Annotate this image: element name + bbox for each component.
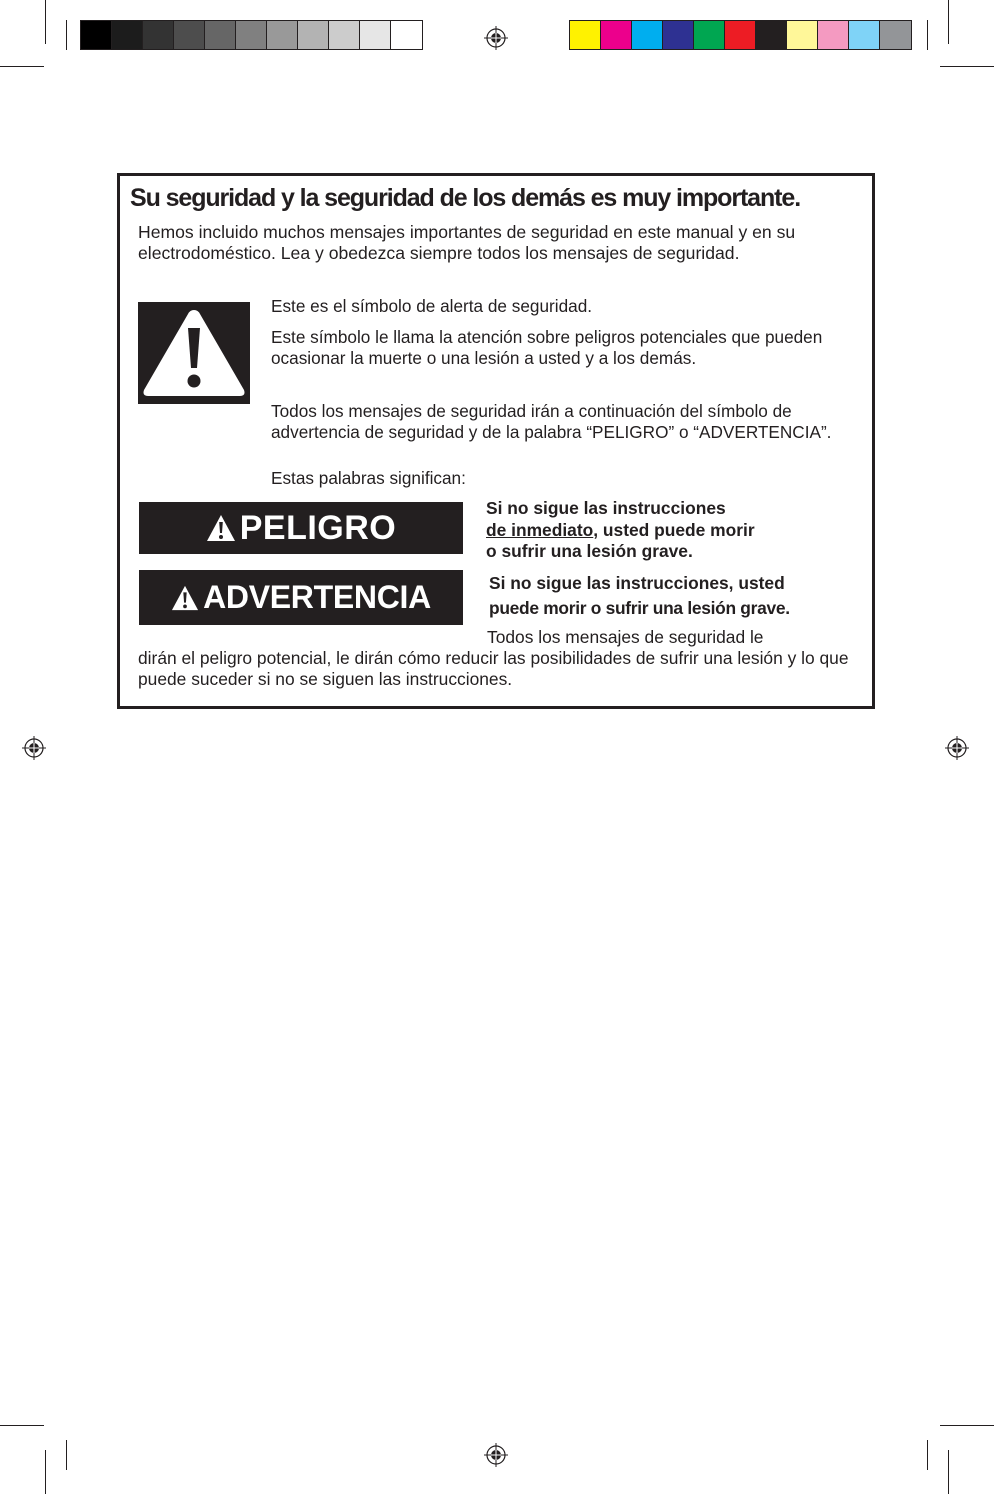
safety-notice-box [117, 173, 875, 709]
crop-mark [66, 1440, 67, 1470]
danger-text [486, 498, 755, 563]
closing-first-line: Todos los mensajes de seguridad le [487, 627, 764, 647]
danger-line-1: Si no sigue las instrucciones [486, 498, 726, 518]
warning-line-2: puede morir o sufrir una lesión grave. [489, 598, 790, 618]
danger-line-2-rest: , usted puede morir [593, 519, 755, 540]
color-swatch [849, 21, 880, 49]
warning-badge [139, 570, 463, 625]
danger-line-2 [486, 520, 755, 542]
symbol-description: Este símbolo le llama la atención sobre peligros potenciales que pueden ocasionar la muerte o una lesión a usted y a los demás. [271, 327, 823, 368]
danger-badge [139, 502, 463, 554]
color-swatch [756, 21, 787, 49]
color-swatch [298, 21, 329, 49]
crop-mark [0, 66, 44, 67]
crop-mark [940, 66, 994, 67]
registration-mark-icon [945, 736, 969, 760]
crop-mark [948, 1450, 949, 1494]
warning-line-1: Si no sigue las instrucciones, usted [489, 573, 785, 593]
color-swatch [787, 21, 818, 49]
color-swatch [329, 21, 360, 49]
color-swatch [236, 21, 267, 49]
danger-line-3: o sufrir una lesión grave. [486, 541, 693, 561]
crop-mark [45, 0, 46, 44]
warning-triangle-icon [206, 514, 236, 542]
crop-mark [927, 1440, 928, 1470]
safety-intro: Hemos incluido muchos mensajes importantes de seguridad en este manual y en su electrodoméstico. Lea y obedezca siempre todos los mensajes de seguridad. [138, 222, 796, 263]
safety-alert-icon [138, 302, 250, 404]
color-swatch [880, 21, 911, 49]
color-swatch [205, 21, 236, 49]
color-swatch [632, 21, 663, 49]
warning-triangle-icon [171, 584, 199, 612]
color-swatch [143, 21, 174, 49]
crop-mark [0, 1425, 44, 1426]
messages-description: Todos los mensajes de seguridad irán a continuación del símbolo de advertencia de seguridad y de la palabra “PELIGRO” o “ADVERTENCIA”. [271, 401, 832, 442]
words-mean-label: Estas palabras significan: [271, 468, 466, 488]
color-swatch [694, 21, 725, 49]
registration-mark-icon [484, 26, 508, 50]
symbol-line: Este es el símbolo de alerta de seguridad. [271, 296, 593, 316]
crop-mark [45, 1450, 46, 1494]
danger-underlined-text: de inmediato [486, 519, 594, 540]
warning-text [489, 571, 790, 621]
registration-mark-icon [22, 736, 46, 760]
crop-mark [927, 20, 928, 50]
color-swatch [267, 21, 298, 49]
color-swatch [570, 21, 601, 49]
color-swatch [174, 21, 205, 49]
color-swatch [601, 21, 632, 49]
color-swatch [360, 21, 391, 49]
color-swatch [818, 21, 849, 49]
warning-label: ADVERTENCIA [203, 579, 431, 615]
color-swatch [81, 21, 112, 49]
danger-label: PELIGRO [239, 508, 397, 547]
grayscale-color-bar [80, 20, 423, 50]
crop-mark [948, 0, 949, 44]
color-swatch [112, 21, 143, 49]
crop-mark [66, 20, 67, 50]
color-swatch [725, 21, 756, 49]
process-color-bar [569, 20, 912, 50]
color-swatch [663, 21, 694, 49]
color-swatch [391, 21, 422, 49]
crop-mark [940, 1425, 994, 1426]
safety-title: Su seguridad y la seguridad de los demás es muy importante. [130, 184, 801, 212]
closing-text: dirán el peligro potencial, le dirán cómo reducir las posibilidades de sufrir una lesión y lo que puede suceder si no se siguen las instrucciones. [138, 648, 849, 689]
registration-mark-icon [484, 1443, 508, 1467]
